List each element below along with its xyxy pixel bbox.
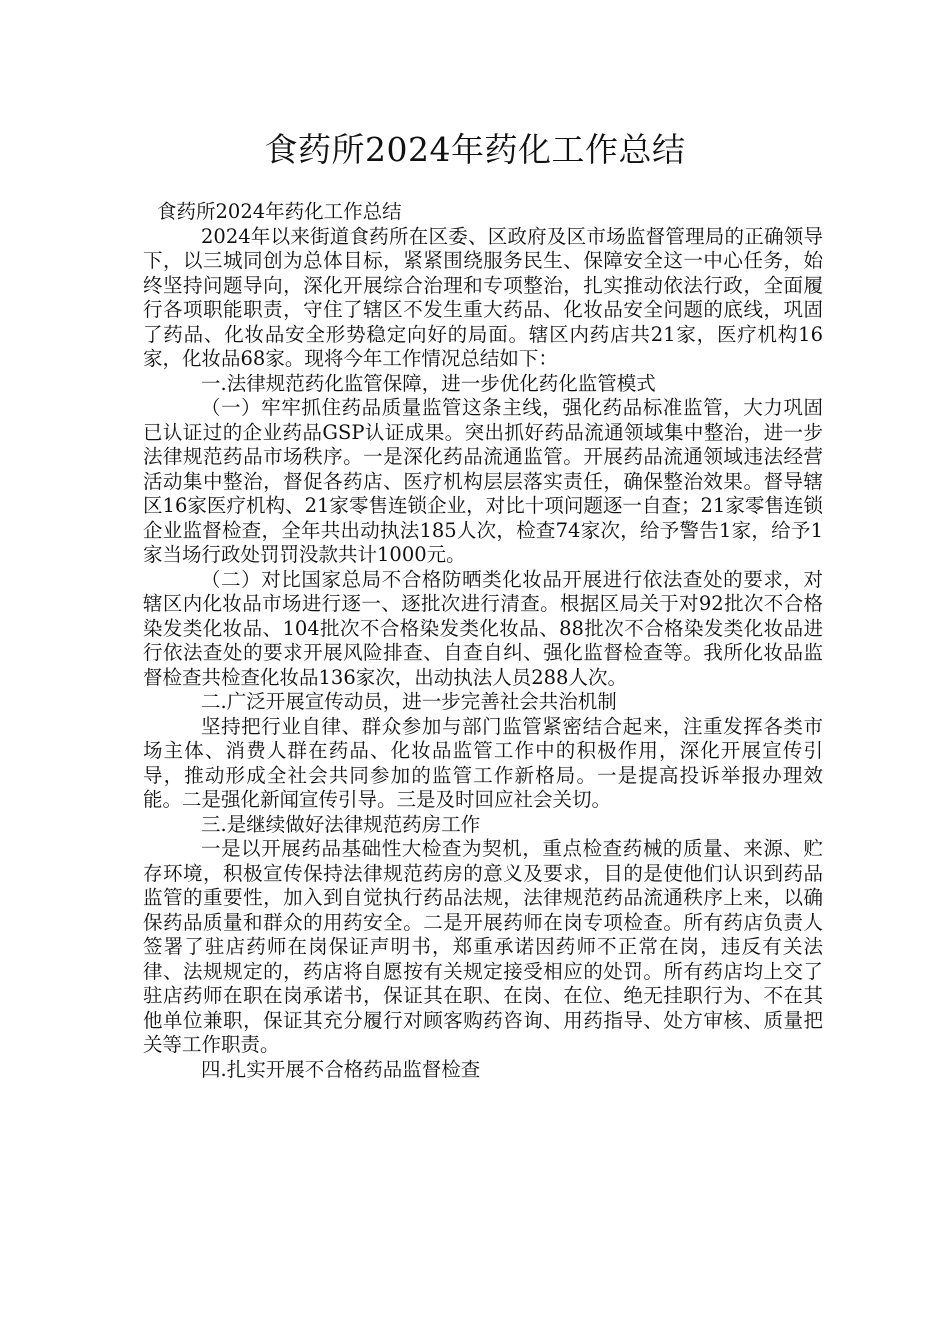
document-title: 食药所2024年药化工作总结 — [264, 130, 686, 169]
section-3-paragraph: 一是以开展药品基础性大检查为契机，重点检查药械的质量、来源、贮存环境，积极宣传保持法律规范药房的意义及要求，目的是使他们认识到药品监管的重要性，加入到自觉执行药品法规，法律规范药品流通秩序上来，以确保药品质量和群众的用药安全。二是开展药师在岗专项检查。所有药店负责人签署了驻店药师在岗保证声明书，郑重承诺因药师不正常在岗，违反有关法律、法规规定的，药店将自愿按有关规定接受相应的处罚。所有药店均上交了驻店药师在职在岗承诺书，保证其在职、在岗、在位、绝无挂职行为、不在其他单位兼职，保证其充分履行对顾客购药咨询、用药指导、处方审核、质量把关等工作职责。 — [143, 837, 823, 1056]
intro-paragraph: 2024年以来街道食药所在区委、区政府及区市场监督管理局的正确领导下，以三城同创为总体目标，紧紧围绕服务民生、保障安全这一中心任务，始终坚持问题导向，深化开展综合治理和专项整治，扎实推动依法行政，全面履行各项职能职责，守住了辖区不发生重大药品、化妆品安全问题的底线，巩固了药品、化妆品安全形势稳定向好的局面。辖区内药店共21家，医疗机构16家，化妆品68家。现将今年工作情况总结如下： — [143, 224, 823, 370]
document-body — [143, 200, 823, 1082]
section-1-paragraph-1: （一）牢牢抓住药品质量监管这条主线，强化药品标准监管，大力巩固已认证过的企业药品GSP认证成果。突出抓好药品流通领域集中整治，进一步法律规范药品市场秩序。一是深化药品流通监管。开展药品流通领域违法经营活动集中整治，督促各药店、医疗机构层层落实责任，确保整治效果。督导辖区16家医疗机构、21家零售连锁企业，对比十项问题逐一自查；21家零售连锁企业监督检查，全年共出动执法185人次，检查74家次，给予警告1家，给予1家当场行政处罚罚没款共计1000元。 — [143, 396, 823, 566]
document-subtitle: 食药所2024年药化工作总结 — [157, 200, 402, 223]
section-heading-2: 二.广泛开展宣传动员，进一步完善社会共治机制 — [201, 690, 617, 713]
section-heading-3: 三.是继续做好法律规范药房工作 — [201, 812, 481, 836]
section-heading-4: 四.扎实开展不合格药品监督检查 — [201, 1057, 481, 1081]
section-2-paragraph: 坚持把行业自律、群众参加与部门监管紧密结合起来，注重发挥各类市场主体、消费人群在药品、化妆品监管工作中的积极作用，深化开展宣传引导，推动形成全社会共同参加的监管工作新格局。一是提高投诉举报办理效能。二是强化新闻宣传引导。三是及时回应社会关切。 — [143, 714, 823, 811]
section-1-paragraph-2: （二）对比国家总局不合格防晒类化妆品开展进行依法查处的要求，对辖区内化妆品市场进行逐一、逐批次进行清查。根据区局关于对92批次不合格染发类化妆品、104批次不合格染发类化妆品、88批次不合格染发类化妆品进行依法查处的要求开展风险排查、自查自纠、强化监督检查等。我所化妆品监督检查共检查化妆品136家次，出动执法人员288人次。 — [143, 567, 823, 689]
section-heading-1: 一.法律规范药化监管保障，进一步优化药化监管模式 — [201, 371, 656, 395]
